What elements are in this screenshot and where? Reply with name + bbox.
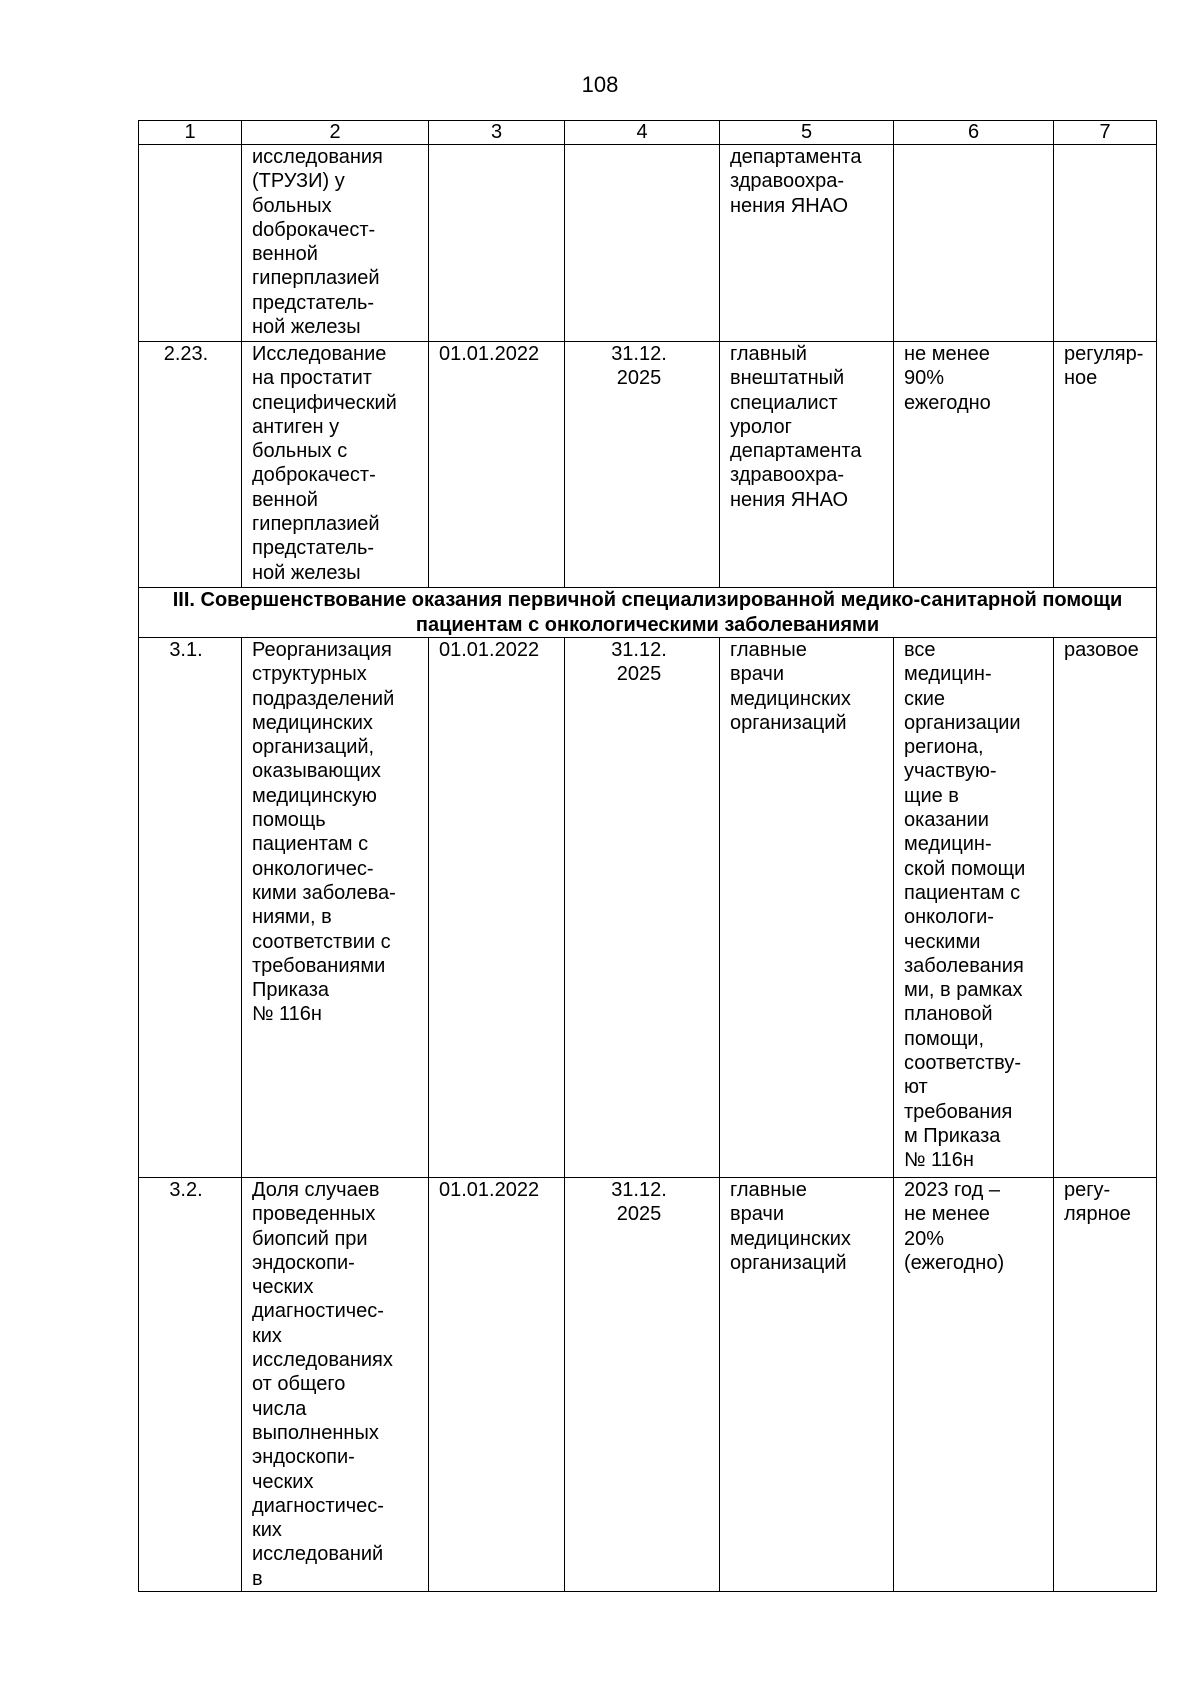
- header-cell: 3: [429, 121, 565, 145]
- measure-type: регуляр- ное: [1054, 342, 1157, 588]
- measure-name: Реорганизация структурных подразделений медицинских организаций, оказывающих медицинскую помощь пациентам с онкологичес- кими заболева- ниями, в соответствии с требованиями Приказа № 116н: [242, 638, 429, 1178]
- header-cell: 4: [565, 121, 720, 145]
- measure-name: исследования (ТРУЗИ) у больных doброкачест- венной гиперплазией предстатель- ной железы: [242, 145, 429, 342]
- responsible: департамента здравоохра- нения ЯНАО: [720, 145, 894, 342]
- measure-type: разовое: [1054, 638, 1157, 1178]
- start-date: 01.01.2022: [429, 1178, 565, 1592]
- start-date: 01.01.2022: [429, 342, 565, 588]
- header-cell: 6: [894, 121, 1054, 145]
- row-number: 3.1.: [139, 638, 242, 1178]
- header-cell: 2: [242, 121, 429, 145]
- measure-name: Исследование на простатит специфический антиген у больных с доброкачест- венной гиперплазией предстатель- ной железы: [242, 342, 429, 588]
- measure-type: регу- лярное: [1054, 1178, 1157, 1592]
- end-date: [565, 145, 720, 342]
- responsible: главный внештатный специалист уролог департамента здравоохра- нения ЯНАО: [720, 342, 894, 588]
- table-row: [139, 145, 1157, 342]
- table-row: [139, 342, 1157, 588]
- end-date: 31.12. 2025: [565, 342, 720, 588]
- section-heading-row: [139, 588, 1157, 638]
- row-number: 2.23.: [139, 342, 242, 588]
- table-header-row: [139, 121, 1157, 145]
- row-number: [139, 145, 242, 342]
- end-date: 31.12. 2025: [565, 1178, 720, 1592]
- header-cell: 5: [720, 121, 894, 145]
- indicator: [894, 145, 1054, 342]
- end-date: 31.12. 2025: [565, 638, 720, 1178]
- responsible: главные врачи медицинских организаций: [720, 1178, 894, 1592]
- indicator: не менее 90% ежегодно: [894, 342, 1054, 588]
- plan-table: [138, 120, 1157, 1592]
- table-row: [139, 1178, 1157, 1592]
- responsible: главные врачи медицинских организаций: [720, 638, 894, 1178]
- page-number: 108: [581, 72, 619, 97]
- header-cell: 7: [1054, 121, 1157, 145]
- start-date: 01.01.2022: [429, 638, 565, 1178]
- start-date: [429, 145, 565, 342]
- measure-type: [1054, 145, 1157, 342]
- table-row: [139, 638, 1157, 1178]
- section-heading: III. Совершенствование оказания первичной специализированной медико-санитарной помощи пациентам с онкологическими заболеваниями: [139, 588, 1157, 638]
- header-cell: 1: [139, 121, 242, 145]
- row-number: 3.2.: [139, 1178, 242, 1592]
- measure-name: Доля случаев проведенных биопсий при эндоскопи- ческих диагностичес- ких исследованиях от общего числа выполненных эндоскопи- ческих диагностичес- ких исследований в: [242, 1178, 429, 1592]
- indicator: 2023 год – не менее 20% (ежегодно): [894, 1178, 1054, 1592]
- indicator: все медицин- ские организации региона, участвую- щие в оказании медицин- ской помощи пациентам с онкологи- ческими заболевания ми, в рамках плановой помощи, соответству- ют требования м Приказа № 116н: [894, 638, 1054, 1178]
